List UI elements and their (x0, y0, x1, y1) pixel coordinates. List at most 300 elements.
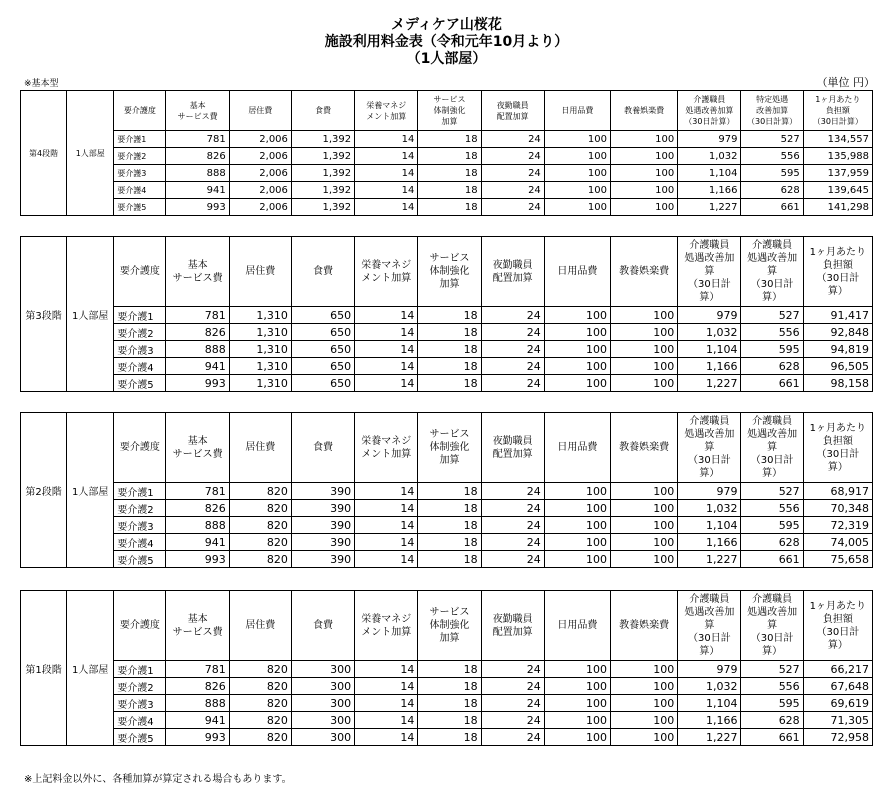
column-header: 食費 (291, 237, 354, 307)
fee-cell: 527 (741, 131, 803, 148)
column-header: 基本 サービス費 (166, 237, 229, 307)
fee-cell: 24 (481, 165, 544, 182)
care-level-cell: 要介護5 (114, 729, 166, 746)
care-level-cell: 要介護5 (114, 551, 166, 568)
column-header: 日用品費 (544, 591, 610, 661)
fee-cell: 781 (166, 483, 229, 500)
fee-cell: 820 (229, 500, 291, 517)
column-header: 1ヶ月あたり 負担額 （30日計 算） (803, 237, 872, 307)
stage-label: 第1段階 (21, 591, 67, 746)
monthly-total-cell: 91,417 (803, 307, 872, 324)
column-header: 1ヶ月あたり 負担額 （30日計算） (803, 91, 872, 131)
fee-cell: 595 (741, 341, 803, 358)
fee-cell: 888 (166, 341, 229, 358)
column-header: 基本 サービス費 (166, 591, 229, 661)
fee-cell: 18 (418, 551, 481, 568)
room-type-label: 1人部屋 (67, 91, 114, 216)
monthly-total-cell: 92,848 (803, 324, 872, 341)
fee-cell: 826 (166, 324, 229, 341)
table-row (21, 729, 873, 746)
fee-cell: 820 (229, 712, 291, 729)
header-row (21, 591, 873, 661)
fee-cell: 628 (741, 712, 803, 729)
fee-cell: 1,227 (678, 199, 741, 216)
fee-cell: 100 (544, 500, 610, 517)
fee-cell: 979 (678, 131, 741, 148)
fee-cell: 527 (741, 307, 803, 324)
care-level-cell: 要介護1 (114, 661, 166, 678)
fee-cell: 24 (481, 695, 544, 712)
monthly-total-cell: 137,959 (803, 165, 872, 182)
monthly-total-cell: 75,658 (803, 551, 872, 568)
fee-cell: 14 (355, 341, 418, 358)
fee-cell: 100 (611, 307, 678, 324)
fee-cell: 18 (418, 661, 481, 678)
fee-cell: 100 (611, 182, 678, 199)
fee-cell: 1,310 (229, 341, 291, 358)
fee-cell: 390 (291, 551, 354, 568)
fee-cell: 100 (611, 148, 678, 165)
fee-cell: 556 (741, 324, 803, 341)
care-level-cell: 要介護2 (114, 148, 166, 165)
table-row (21, 148, 873, 165)
fee-cell: 14 (355, 358, 418, 375)
column-header: 教養娯楽費 (611, 237, 678, 307)
fee-cell: 1,032 (678, 148, 741, 165)
fee-cell: 14 (355, 307, 418, 324)
fee-cell: 14 (355, 551, 418, 568)
fee-table-stage-3 (20, 236, 873, 392)
column-header: 食費 (291, 413, 354, 483)
fee-cell: 661 (741, 729, 803, 746)
footnote: ※上記料金以外に、各種加算が算定される場合もあります。 (24, 774, 292, 785)
column-header: 要介護度 (114, 591, 166, 661)
fee-cell: 24 (481, 358, 544, 375)
fee-cell: 820 (229, 729, 291, 746)
stage-label: 第4段階 (21, 91, 67, 216)
column-header: 基本 サービス費 (166, 91, 229, 131)
column-header: 1ヶ月あたり 負担額 （30日計 算） (803, 413, 872, 483)
fee-cell: 14 (355, 199, 418, 216)
fee-table-stage-4 (20, 90, 873, 216)
fee-cell: 100 (544, 534, 610, 551)
monthly-total-cell: 74,005 (803, 534, 872, 551)
column-header: 介護職員 処遇改善加 算 （30日計 算） (741, 591, 803, 661)
fee-cell: 1,227 (678, 375, 741, 392)
fee-cell: 18 (418, 341, 481, 358)
fee-cell: 14 (355, 678, 418, 695)
fee-cell: 100 (544, 307, 610, 324)
fee-cell: 14 (355, 534, 418, 551)
fee-cell: 100 (544, 729, 610, 746)
fee-cell: 24 (481, 341, 544, 358)
fee-cell: 300 (291, 678, 354, 695)
monthly-total-cell: 94,819 (803, 341, 872, 358)
fee-cell: 18 (418, 500, 481, 517)
care-level-cell: 要介護1 (114, 131, 166, 148)
fee-cell: 390 (291, 534, 354, 551)
fee-cell: 661 (741, 375, 803, 392)
column-header: 要介護度 (114, 413, 166, 483)
fee-cell: 820 (229, 551, 291, 568)
fee-cell: 100 (611, 199, 678, 216)
fee-cell: 527 (741, 483, 803, 500)
monthly-total-cell: 69,619 (803, 695, 872, 712)
fee-cell: 628 (741, 358, 803, 375)
table-row (21, 182, 873, 199)
fee-cell: 14 (355, 131, 418, 148)
column-header: 特定処遇 改善加算 （30日計算） (741, 91, 803, 131)
fee-cell: 650 (291, 307, 354, 324)
fee-cell: 18 (418, 324, 481, 341)
column-header: 栄養マネジ メント加算 (355, 237, 418, 307)
fee-cell: 24 (481, 712, 544, 729)
monthly-total-cell: 139,645 (803, 182, 872, 199)
header-row (21, 91, 873, 131)
unit-label: （単位 円） (816, 76, 875, 89)
fee-cell: 1,104 (678, 517, 741, 534)
fee-table-stage-1 (20, 590, 873, 746)
care-level-cell: 要介護2 (114, 500, 166, 517)
fee-cell: 100 (611, 695, 678, 712)
fee-cell: 979 (678, 661, 741, 678)
table-row (21, 695, 873, 712)
fee-cell: 100 (611, 678, 678, 695)
fee-cell: 1,032 (678, 500, 741, 517)
table-row (21, 483, 873, 500)
fee-cell: 941 (166, 358, 229, 375)
fee-cell: 100 (544, 661, 610, 678)
fee-cell: 650 (291, 358, 354, 375)
care-level-cell: 要介護2 (114, 324, 166, 341)
column-header: 教養娯楽費 (611, 591, 678, 661)
table-row (21, 661, 873, 678)
fee-cell: 14 (355, 661, 418, 678)
room-type-label: 1人部屋 (67, 413, 114, 568)
fee-cell: 527 (741, 661, 803, 678)
fee-cell: 18 (418, 695, 481, 712)
fee-cell: 2,006 (229, 148, 291, 165)
column-header: 1ヶ月あたり 負担額 （30日計 算） (803, 591, 872, 661)
table-row (21, 324, 873, 341)
fee-cell: 24 (481, 131, 544, 148)
fee-cell: 14 (355, 712, 418, 729)
care-level-cell: 要介護3 (114, 341, 166, 358)
fee-cell: 18 (418, 165, 481, 182)
fee-cell: 941 (166, 712, 229, 729)
fee-cell: 100 (611, 551, 678, 568)
fee-cell: 556 (741, 678, 803, 695)
fee-cell: 300 (291, 661, 354, 678)
fee-cell: 14 (355, 148, 418, 165)
fee-cell: 2,006 (229, 131, 291, 148)
column-header: 栄養マネジ メント加算 (355, 91, 418, 131)
fee-cell: 14 (355, 729, 418, 746)
care-level-cell: 要介護1 (114, 307, 166, 324)
fee-cell: 100 (611, 534, 678, 551)
fee-cell: 650 (291, 375, 354, 392)
column-header: 居住費 (229, 237, 291, 307)
fee-cell: 24 (481, 551, 544, 568)
fee-cell: 100 (544, 551, 610, 568)
fee-cell: 2,006 (229, 199, 291, 216)
fee-cell: 14 (355, 483, 418, 500)
care-level-cell: 要介護3 (114, 517, 166, 534)
fee-cell: 100 (544, 695, 610, 712)
fee-cell: 100 (611, 131, 678, 148)
column-header: 要介護度 (114, 237, 166, 307)
column-header: 居住費 (229, 91, 291, 131)
care-level-cell: 要介護5 (114, 375, 166, 392)
fee-cell: 820 (229, 517, 291, 534)
column-header: 夜勤職員 配置加算 (481, 591, 544, 661)
fee-cell: 18 (418, 375, 481, 392)
room-type-label: 1人部屋 (67, 237, 114, 392)
column-header: 居住費 (229, 413, 291, 483)
fee-cell: 18 (418, 199, 481, 216)
fee-cell: 100 (611, 165, 678, 182)
fee-cell: 18 (418, 148, 481, 165)
fee-cell: 1,227 (678, 729, 741, 746)
fee-cell: 820 (229, 483, 291, 500)
fee-cell: 556 (741, 148, 803, 165)
table-row (21, 551, 873, 568)
fee-cell: 18 (418, 358, 481, 375)
fee-cell: 100 (611, 517, 678, 534)
column-header: 教養娯楽費 (611, 413, 678, 483)
fee-cell: 18 (418, 517, 481, 534)
fee-cell: 826 (166, 148, 229, 165)
fee-cell: 1,392 (291, 199, 354, 216)
fee-cell: 24 (481, 307, 544, 324)
fee-cell: 24 (481, 661, 544, 678)
care-level-cell: 要介護4 (114, 712, 166, 729)
stage-label: 第3段階 (21, 237, 67, 392)
fee-cell: 24 (481, 324, 544, 341)
column-header: 介護職員 処遇改善加 算 （30日計 算） (678, 237, 741, 307)
fee-cell: 1,104 (678, 165, 741, 182)
fee-cell: 300 (291, 729, 354, 746)
monthly-total-cell: 98,158 (803, 375, 872, 392)
fee-cell: 1,166 (678, 712, 741, 729)
fee-cell: 820 (229, 678, 291, 695)
fee-cell: 1,310 (229, 307, 291, 324)
fee-cell: 1,310 (229, 324, 291, 341)
monthly-total-cell: 71,305 (803, 712, 872, 729)
fee-cell: 100 (544, 324, 610, 341)
column-header: 介護職員 処遇改善加 算 （30日計 算） (741, 413, 803, 483)
fee-cell: 595 (741, 517, 803, 534)
fee-cell: 1,032 (678, 324, 741, 341)
monthly-total-cell: 70,348 (803, 500, 872, 517)
fee-table-stage-2 (20, 412, 873, 568)
fee-cell: 820 (229, 661, 291, 678)
fee-cell: 24 (481, 729, 544, 746)
care-level-cell: 要介護3 (114, 695, 166, 712)
fee-cell: 1,310 (229, 375, 291, 392)
fee-cell: 100 (544, 678, 610, 695)
fee-cell: 993 (166, 551, 229, 568)
monthly-total-cell: 141,298 (803, 199, 872, 216)
fee-cell: 14 (355, 695, 418, 712)
fee-cell: 100 (544, 165, 610, 182)
fee-cell: 888 (166, 165, 229, 182)
fee-cell: 100 (544, 199, 610, 216)
fee-cell: 661 (741, 199, 803, 216)
table-row (21, 534, 873, 551)
fee-cell: 100 (544, 358, 610, 375)
table-row (21, 517, 873, 534)
table-row (21, 131, 873, 148)
column-header: 栄養マネジ メント加算 (355, 413, 418, 483)
monthly-total-cell: 66,217 (803, 661, 872, 678)
monthly-total-cell: 134,557 (803, 131, 872, 148)
monthly-total-cell: 68,917 (803, 483, 872, 500)
table-row (21, 375, 873, 392)
fee-cell: 993 (166, 199, 229, 216)
fee-cell: 24 (481, 182, 544, 199)
fee-cell: 24 (481, 148, 544, 165)
fee-cell: 826 (166, 500, 229, 517)
fee-cell: 18 (418, 483, 481, 500)
table-row (21, 307, 873, 324)
column-header: 夜勤職員 配置加算 (481, 237, 544, 307)
column-header: 介護職員 処遇改善加 算 （30日計 算） (741, 237, 803, 307)
fee-cell: 100 (611, 483, 678, 500)
column-header: 日用品費 (544, 413, 610, 483)
table-row (21, 678, 873, 695)
table-row (21, 358, 873, 375)
column-header: 栄養マネジ メント加算 (355, 591, 418, 661)
column-header: 要介護度 (114, 91, 166, 131)
fee-cell: 628 (741, 534, 803, 551)
fee-cell: 14 (355, 182, 418, 199)
column-header: 夜勤職員 配置加算 (481, 91, 544, 131)
column-header: 教養娯楽費 (611, 91, 678, 131)
fee-cell: 100 (544, 517, 610, 534)
fee-cell: 941 (166, 534, 229, 551)
fee-cell: 1,166 (678, 534, 741, 551)
table-row (21, 165, 873, 182)
fee-cell: 650 (291, 341, 354, 358)
fee-cell: 24 (481, 199, 544, 216)
fee-cell: 993 (166, 375, 229, 392)
fee-cell: 556 (741, 500, 803, 517)
fee-cell: 781 (166, 307, 229, 324)
fee-cell: 628 (741, 182, 803, 199)
column-header: 居住費 (229, 591, 291, 661)
column-header: 日用品費 (544, 91, 610, 131)
fee-cell: 300 (291, 695, 354, 712)
fee-cell: 18 (418, 712, 481, 729)
fee-cell: 390 (291, 517, 354, 534)
monthly-total-cell: 96,505 (803, 358, 872, 375)
care-level-cell: 要介護4 (114, 358, 166, 375)
fee-cell: 1,227 (678, 551, 741, 568)
column-header: 食費 (291, 91, 354, 131)
fee-cell: 595 (741, 165, 803, 182)
fee-cell: 18 (418, 131, 481, 148)
column-header: サービス 体制強化 加算 (418, 91, 481, 131)
monthly-total-cell: 72,958 (803, 729, 872, 746)
fee-cell: 100 (611, 500, 678, 517)
care-level-cell: 要介護5 (114, 199, 166, 216)
fee-cell: 18 (418, 182, 481, 199)
fee-cell: 24 (481, 534, 544, 551)
care-level-cell: 要介護4 (114, 182, 166, 199)
fee-cell: 100 (544, 148, 610, 165)
fee-cell: 781 (166, 131, 229, 148)
fee-cell: 18 (418, 534, 481, 551)
fee-cell: 100 (611, 375, 678, 392)
fee-cell: 1,104 (678, 341, 741, 358)
fee-cell: 100 (544, 375, 610, 392)
column-header: 介護職員 処遇改善加 算 （30日計 算） (678, 413, 741, 483)
table-row (21, 199, 873, 216)
care-level-cell: 要介護3 (114, 165, 166, 182)
fee-cell: 888 (166, 695, 229, 712)
column-header: サービス 体制強化 加算 (418, 413, 481, 483)
column-header: 夜勤職員 配置加算 (481, 413, 544, 483)
fee-cell: 18 (418, 307, 481, 324)
column-header: 介護職員 処遇改善加 算 （30日計 算） (678, 591, 741, 661)
monthly-total-cell: 67,648 (803, 678, 872, 695)
fee-cell: 100 (611, 729, 678, 746)
fee-cell: 1,032 (678, 678, 741, 695)
fee-cell: 2,006 (229, 182, 291, 199)
fee-cell: 1,392 (291, 148, 354, 165)
monthly-total-cell: 72,319 (803, 517, 872, 534)
fee-cell: 100 (544, 182, 610, 199)
column-header: サービス 体制強化 加算 (418, 237, 481, 307)
basic-type-note: ※基本型 (24, 79, 59, 89)
fee-cell: 820 (229, 695, 291, 712)
fee-cell: 100 (611, 661, 678, 678)
fee-cell: 100 (611, 712, 678, 729)
header-row (21, 413, 873, 483)
fee-cell: 888 (166, 517, 229, 534)
column-header: 日用品費 (544, 237, 610, 307)
facility-name: メディケア山桜花 (391, 17, 502, 33)
care-level-cell: 要介護2 (114, 678, 166, 695)
fee-cell: 1,310 (229, 358, 291, 375)
fee-cell: 979 (678, 483, 741, 500)
fee-cell: 661 (741, 551, 803, 568)
fee-cell: 1,104 (678, 695, 741, 712)
column-header: 基本 サービス費 (166, 413, 229, 483)
fee-cell: 2,006 (229, 165, 291, 182)
table-row (21, 712, 873, 729)
table-row (21, 500, 873, 517)
fee-cell: 100 (544, 131, 610, 148)
monthly-total-cell: 135,988 (803, 148, 872, 165)
fee-cell: 826 (166, 678, 229, 695)
fee-cell: 100 (611, 358, 678, 375)
fee-cell: 18 (418, 729, 481, 746)
fee-cell: 14 (355, 517, 418, 534)
fee-cell: 1,392 (291, 131, 354, 148)
fee-cell: 24 (481, 483, 544, 500)
fee-cell: 1,392 (291, 165, 354, 182)
fee-cell: 24 (481, 375, 544, 392)
fee-cell: 390 (291, 500, 354, 517)
fee-cell: 100 (544, 483, 610, 500)
fee-cell: 24 (481, 500, 544, 517)
fee-cell: 24 (481, 678, 544, 695)
fee-cell: 18 (418, 678, 481, 695)
fee-cell: 14 (355, 375, 418, 392)
fee-cell: 650 (291, 324, 354, 341)
